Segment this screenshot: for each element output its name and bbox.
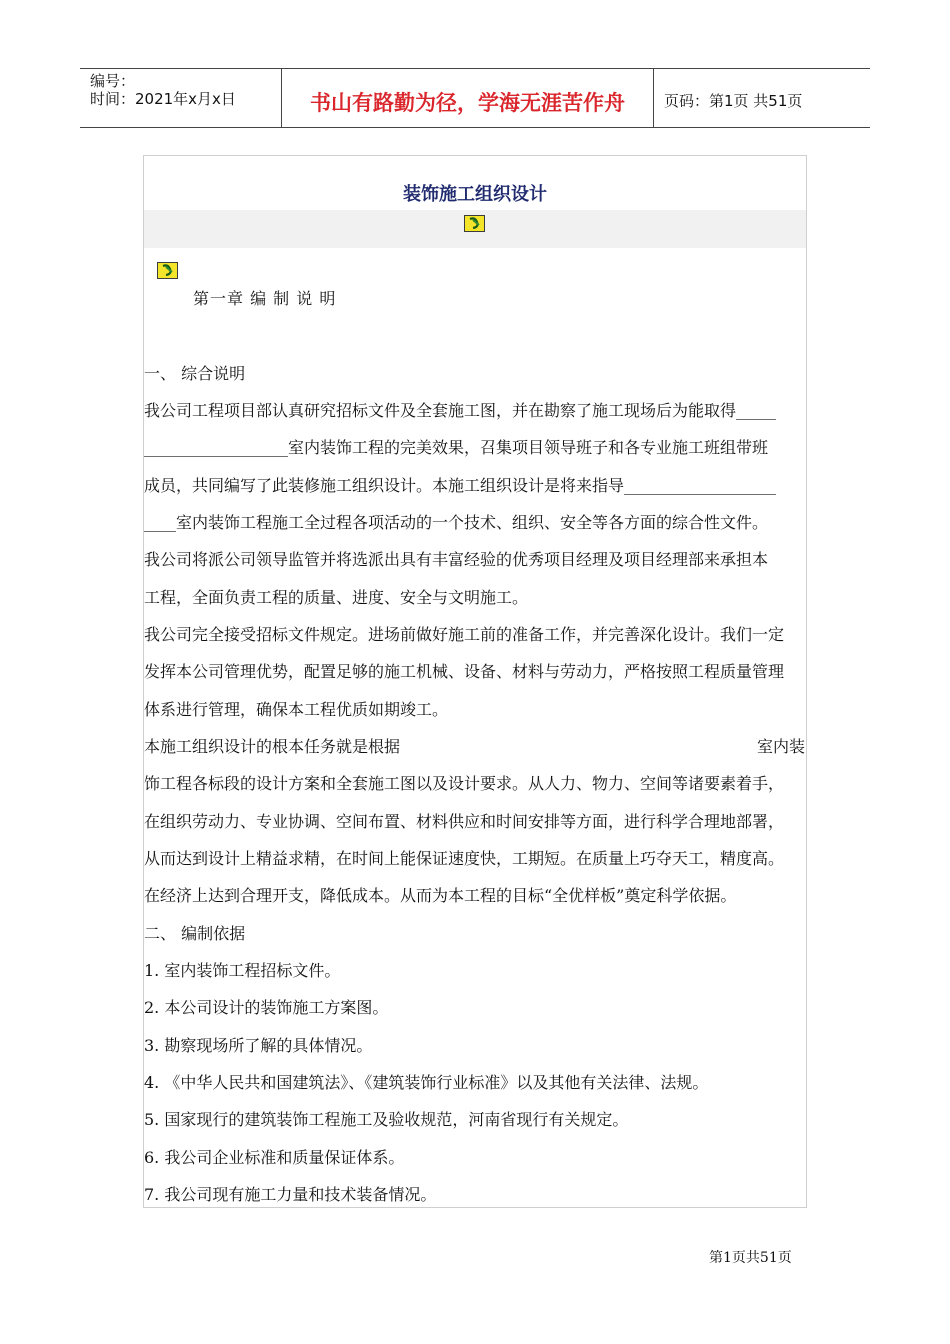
time-label: 时间：2021年x月x日 [90, 90, 236, 108]
body-line: 我公司将派公司领导监管并将选派出具有丰富经验的优秀项目经理及项目经理部来承担本 [144, 550, 769, 569]
header-page-cell [654, 69, 870, 127]
list-item: 2. 本公司设计的装饰施工方案图。 [144, 998, 389, 1017]
list-item: 4. 《中华人民共和国建筑法》、《建筑装饰行业标准》以及其他有关法律、法规。 [144, 1073, 709, 1092]
page-label: 页码：第1页 共51页 [664, 92, 803, 110]
footer-page-number: 第1页共51页 [709, 1250, 792, 1266]
page-header [80, 68, 870, 128]
attachment-icon[interactable] [157, 262, 178, 279]
body-line: 成员，共同编写了此装修施工组织设计。本施工组织设计是将来指导___________________ [144, 476, 777, 495]
section-heading: 二、 编制依据 [144, 924, 246, 943]
body-line: 我公司完全接受招标文件规定。进场前做好施工前的准备工作，并完善深化设计。我们一定 [144, 625, 785, 644]
list-item: 6. 我公司企业标准和质量保证体系。 [144, 1148, 405, 1167]
body-line-tail: 室内装 [757, 737, 806, 756]
number-label: 编号： [90, 72, 136, 90]
body-line: 在组织劳动力、专业协调、空间布置、材料供应和时间安排等方面，进行科学合理地部署， [144, 812, 785, 831]
body-line: __________________室内装饰工程的完美效果，召集项目领导班子和各专业施工班组带班 [144, 438, 769, 457]
list-item: 5. 国家现行的建筑装饰工程施工及验收规范，河南省现行有关规定。 [144, 1110, 629, 1129]
body-line: 从而达到设计上精益求精，在时间上能保证速度快，工期短。在质量上巧夺天工，精度高。 [144, 849, 785, 868]
body-line: 本施工组织设计的根本任务就是根据 [144, 737, 401, 756]
list-item: 7. 我公司现有施工力量和技术装备情况。 [144, 1185, 437, 1204]
header-motto-cell [282, 69, 654, 127]
body-line: 饰工程各标段的设计方案和全套施工图以及设计要求。从人力、物力、空间等诸要素着手， [144, 774, 785, 793]
list-item: 3. 勘察现场所了解的具体情况。 [144, 1036, 373, 1055]
body-line: 我公司工程项目部认真研究招标文件及全套施工图，并在勘察了施工现场后为能取得_____ [144, 401, 777, 420]
list-item: 1. 室内装饰工程招标文件。 [144, 961, 341, 980]
motto: 书山有路勤为径，学海无涯苦作舟 [310, 91, 625, 115]
body-line: ____室内装饰工程施工全过程各项活动的一个技术、组织、安全等各方面的综合性文件。 [144, 513, 769, 532]
section-heading: 一、 综合说明 [144, 364, 246, 383]
attachment-icon[interactable] [464, 215, 485, 232]
body-line: 体系进行管理，确保本工程优质如期竣工。 [144, 700, 449, 719]
chapter-heading: 第一章 编 制 说 明 [193, 289, 337, 308]
document-title: 装饰施工组织设计 [403, 184, 547, 205]
body-line: 发挥本公司管理优势，配置足够的施工机械、设备、材料与劳动力，严格按照工程质量管理 [144, 662, 785, 681]
header-meta [80, 69, 282, 127]
body-line: 在经济上达到合理开支，降低成本。从而为本工程的目标“全优样板”奠定科学依据。 [144, 886, 737, 905]
body-line: 工程，全面负责工程的质量、进度、安全与文明施工。 [144, 588, 529, 607]
